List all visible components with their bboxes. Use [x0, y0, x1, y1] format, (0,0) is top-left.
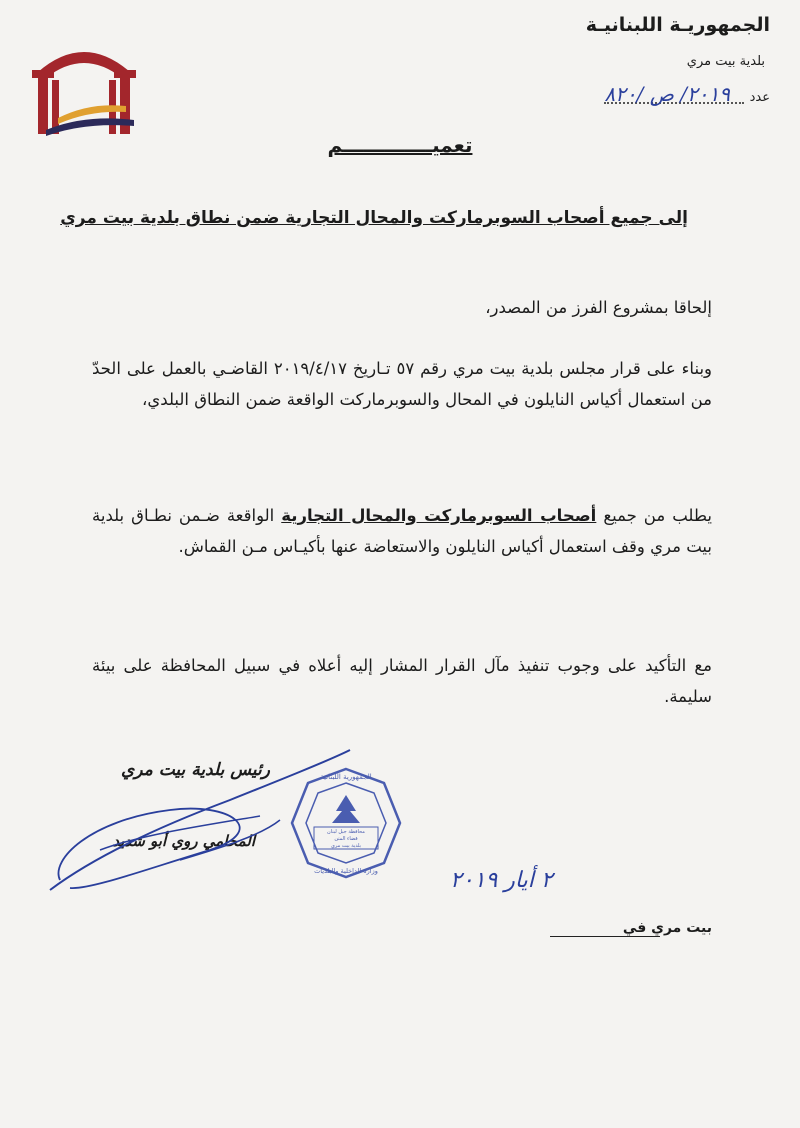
reference-label: عدد: [749, 90, 770, 105]
body-paragraph-3-emphasis: أصحاب السوبرماركت والمحال التجارية: [281, 506, 597, 525]
municipality-name: بلدية بيت مري: [686, 54, 765, 69]
body-paragraph-3-start: يطلب من جميع: [603, 506, 712, 525]
body-paragraph-3: [92, 500, 712, 563]
handwritten-date: ٢ أيار ٢٠١٩: [450, 868, 553, 893]
body-paragraph-3-end: الواقعة ضـمن نطـاق بلدية بيت مري وقف استعمال أكياس النايلون والاستعاضة عنها بأكيـاس مـن القماش.: [92, 506, 712, 557]
stamp-inner-line-3: بلدية بيت مري: [330, 843, 362, 849]
stamp-top-text: الجمهورية اللبنانية: [320, 773, 372, 781]
signatory-title: رئيس بلدية بيت مري: [121, 760, 270, 780]
body-paragraph-2: وبناء على قرار مجلس بلدية بيت مري رقم ٥٧ تـاريخ ٢٠١٩/٤/١٧ القاضـي بالعمل على الحدّ من استعمال أكياس النايلون في المحال والسوبرماركت الواقعة ضمن النطاق البلدي،: [92, 359, 713, 410]
signatory-name: المحامي روي أبو شديد: [112, 832, 255, 850]
cedar-icon: [332, 795, 360, 823]
municipality-logo: [30, 40, 138, 140]
reference-number-row: [510, 82, 770, 110]
body-paragraph-1: إلحاقا بمشروع الفرز من المصدر،: [485, 298, 712, 317]
country-heading: الجمهوريـة اللبنانيـة: [585, 14, 770, 36]
date-row: [452, 910, 712, 944]
body-paragraph-4: مع التأكيد على وجوب تنفيذ مآل القرار المشار إليه أعلاه في سبيل المحافظة على بيئة سليمة.: [92, 656, 712, 707]
stamp-bottom-text: وزارة الداخلية والبلديات: [314, 867, 378, 875]
date-label: بيت مري في: [622, 920, 712, 936]
official-stamp: [288, 765, 404, 881]
date-underline: [550, 936, 660, 937]
addressee-line: إلى جميع أصحاب السوبرماركت والمحال التجارية ضمن نطاق بلدية بيت مري: [60, 208, 688, 228]
reference-number-handwritten: ٢٠١٩/ ص /٨٢٠: [604, 82, 730, 106]
stamp-inner-line-1: محافظة جبل لبنان: [327, 829, 365, 835]
stamp-inner-line-2: قضاء المتن: [334, 836, 358, 842]
document-subject: تعميـــــــــــــم: [327, 133, 473, 157]
